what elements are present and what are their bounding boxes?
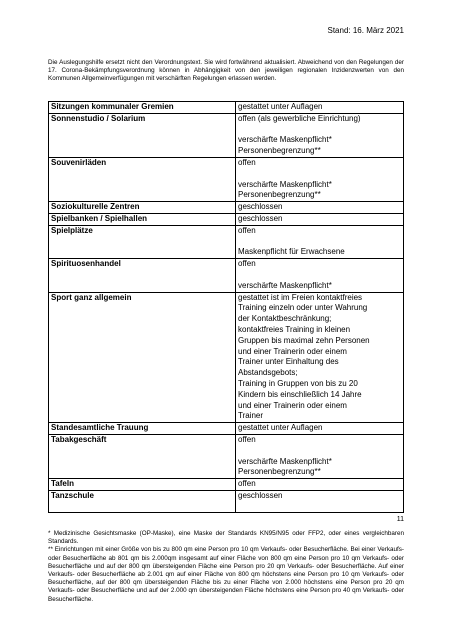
row-label: Sitzungen kommunaler Gremien [49, 102, 236, 114]
row-label: Soziokulturelle Zentren [49, 202, 236, 214]
stand-date: Stand: 16. März 2021 [327, 26, 404, 35]
value-line: offen [238, 479, 256, 489]
value-line: geschlossen [238, 490, 283, 500]
row-value [236, 434, 404, 478]
value-line: gestattet unter Auflagen [238, 102, 323, 111]
value-line: offen (als gewerbliche Einrichtung) [238, 113, 361, 123]
value-line: gestattet ist im Freien kontaktfreies [238, 292, 363, 302]
row-value [236, 490, 404, 513]
row-label: Spielbanken / Spielhallen [49, 213, 236, 225]
row-value [236, 202, 404, 214]
value-line: offen [238, 259, 256, 269]
row-label: Spielplätze [49, 225, 236, 258]
value-spacer [238, 237, 401, 248]
value-line: kontaktfreies Training in kleinen [238, 324, 351, 334]
value-line: verschärfte Maskenpflicht* [238, 280, 332, 290]
value-line: Kindern bis einschließlich 14 Jahre [238, 389, 362, 399]
value-spacer [238, 446, 401, 457]
page-number: 11 [396, 516, 404, 523]
value-line: Training einzeln oder unter Wahrung [238, 303, 368, 313]
value-line: Personenbegrenzung** [238, 190, 321, 200]
table-row [49, 490, 404, 513]
rules-table-body [49, 102, 404, 513]
table-row [49, 202, 404, 214]
rules-table [48, 101, 404, 513]
row-value [236, 479, 404, 491]
value-spacer [238, 270, 401, 281]
row-value [236, 259, 404, 292]
value-line: geschlossen [238, 213, 283, 223]
row-label: Souvenirläden [49, 157, 236, 201]
row-label: Tabakgeschäft [49, 434, 236, 478]
value-line: Trainer [238, 411, 264, 421]
table-row [49, 423, 404, 435]
row-label: Standesamtliche Trauung [49, 423, 236, 435]
footnote-person-limit: ** Einrichtungen mit einer Größe von bis zu 800 qm eine Person pro 10 qm Verkaufs- oder Besucherfläche. Bei einer Verkaufs- oder Besucherfläche ab 801 qm bis 2.000qm insgesamt auf einer Fläche von 800 qm eine Person pro 10 qm Verkaufs- oder Besucherfläche und auf der 800 qm übersteigenden Fläche eine Person pro 20 qm Verkaufs- oder Besucherfläche. Auf einer Verkaufs- oder Besucherfläche ab 2.001 qm auf einer Fläche von 800 qm höchstens eine Person pro 10 qm Verkaufs- oder Besucherfläche, auf der 800 qm übersteigenden Fläche bis zu einer Fläche von 2.000 höchstens eine Person pro 20 qm Verkaufs- oder Besucherfläche und auf der 2.000 qm übersteigenden Fläche höchstens eine Person pro 40 qm Verkaufs- oder Besucherfläche. [48, 546, 404, 603]
row-label: Spirituosenhandel [49, 259, 236, 292]
value-line: und einer Trainerin oder einem [238, 400, 347, 410]
row-value [236, 102, 404, 114]
table-row [49, 102, 404, 114]
row-label: Sport ganz allgemein [49, 292, 236, 423]
row-value [236, 423, 404, 435]
table-row [49, 157, 404, 201]
value-line: offen [238, 225, 256, 235]
row-value [236, 292, 404, 423]
footnote-mask: * Medizinische Gesichtsmaske (OP-Maske), eine Maske der Standards KN95/N95 oder FFP2, oder eines vergleichbaren Standards. [48, 530, 404, 546]
table-row [49, 434, 404, 478]
value-line: verschärfte Maskenpflicht* [238, 135, 332, 145]
row-value [236, 113, 404, 157]
value-line: Maskenpflicht für Erwachsene [238, 247, 345, 257]
table-row [49, 292, 404, 423]
value-line: offen [238, 157, 256, 167]
value-line: Personenbegrenzung** [238, 146, 321, 156]
value-spacer [238, 125, 401, 136]
table-row [49, 225, 404, 258]
value-line: der Kontaktbeschränkung; [238, 314, 332, 324]
value-line: verschärfte Maskenpflicht* [238, 179, 332, 189]
table-row [49, 213, 404, 225]
row-value [236, 213, 404, 225]
value-line: verschärfte Maskenpflicht* [238, 456, 332, 466]
value-line: Trainer unter Einhaltung des [238, 357, 339, 367]
table-row [49, 113, 404, 157]
value-line: geschlossen [238, 202, 283, 212]
row-value [236, 157, 404, 201]
value-line: Gruppen bis maximal zehn Personen [238, 335, 370, 345]
value-spacer [238, 169, 401, 180]
value-line: gestattet unter Auflagen [238, 423, 323, 433]
footnotes [48, 530, 404, 604]
value-line: offen [238, 434, 256, 444]
row-label: Tafeln [49, 479, 236, 491]
value-line: und einer Trainerin oder einem [238, 346, 347, 356]
value-line: Personenbegrenzung** [238, 467, 321, 477]
table-row [49, 479, 404, 491]
row-label: Tanzschule [49, 490, 236, 513]
value-line: Abstandsgebots; [238, 368, 298, 378]
row-value [236, 225, 404, 258]
value-spacer [238, 502, 401, 513]
row-label: Sonnenstudio / Solarium [49, 113, 236, 157]
value-line: Training in Gruppen von bis zu 20 [238, 378, 358, 388]
intro-paragraph: Die Auslegungshilfe ersetzt nicht den Verordnungstext. Sie wird fortwährend aktualisiert. Abweichend von den Regelungen der 17. Corona-Bekämpfungsverordnung können in Abhängigkeit von den jeweiligen regionalen Inzidenzwerten von den Kommunen Allgemeinverfügungen mit verschärften Regelungen erlassen werden. [48, 59, 404, 82]
table-row [49, 259, 404, 292]
